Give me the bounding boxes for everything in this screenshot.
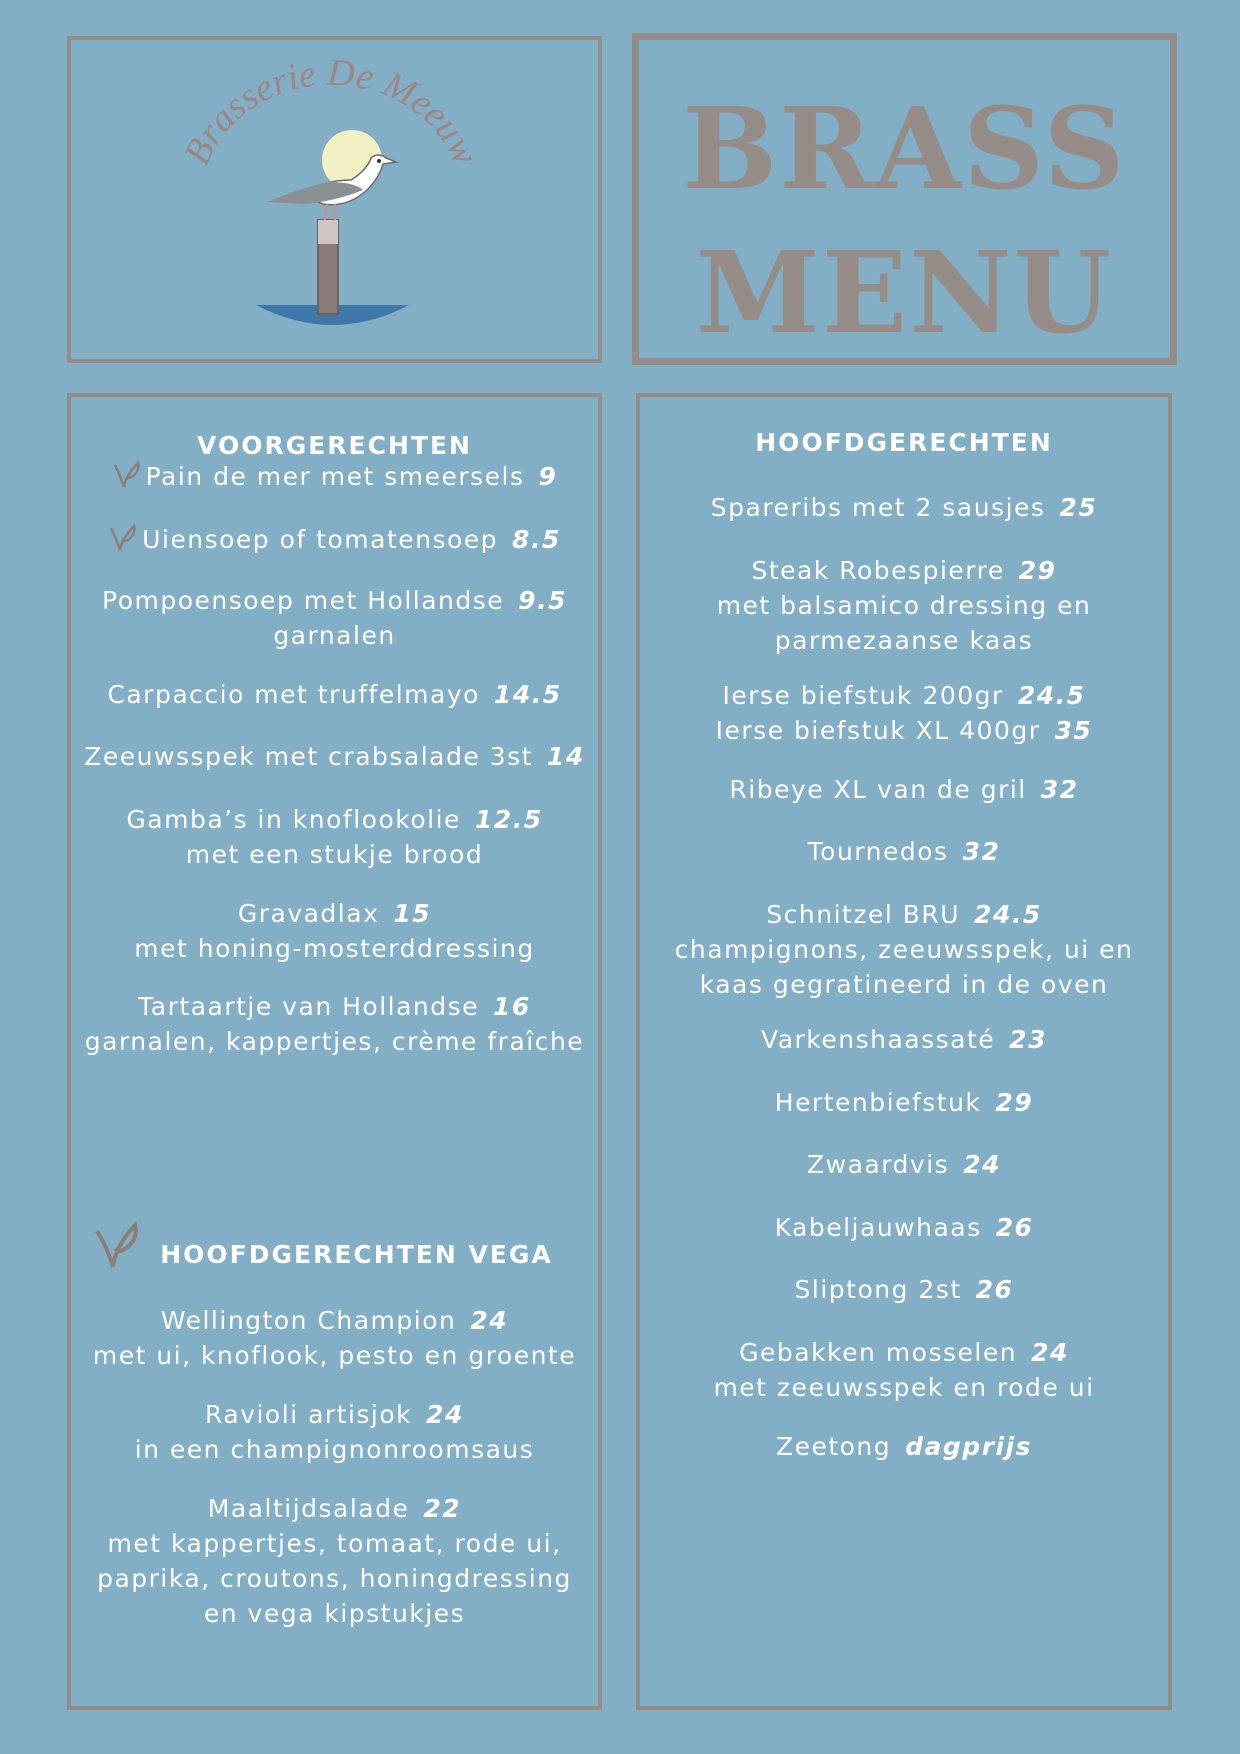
title-menu: MENU xyxy=(695,228,1114,359)
menu-item xyxy=(640,1429,1168,1464)
item-name: Gebakken mosselen xyxy=(739,1338,1018,1367)
item-price: 29 xyxy=(995,1088,1034,1117)
item-description: met balsamico dressing en xyxy=(716,591,1092,620)
item-price: 24 xyxy=(1031,1338,1069,1367)
item-name: Varkenshaassaté xyxy=(761,1025,996,1054)
menu-item xyxy=(71,583,598,653)
item-name: Gravadlax xyxy=(237,899,380,928)
item-description: kaas gegratineerd in de oven xyxy=(699,970,1109,999)
menu-item xyxy=(640,1210,1168,1245)
menu-item xyxy=(640,1085,1168,1120)
item-price: 15 xyxy=(393,899,432,928)
item-description: en vega kipstukjes xyxy=(203,1599,466,1628)
menu-item xyxy=(640,834,1168,869)
item-name: Kabeljauwhaas xyxy=(774,1213,982,1242)
item-description: garnalen, kappertjes, crème fraîche xyxy=(84,1027,585,1056)
item-price: 12.5 xyxy=(474,805,543,834)
item-name: Steak Robespierre xyxy=(751,556,1005,585)
item-name: Zeeuwsspek met crabsalade 3st xyxy=(84,742,533,771)
menu-item xyxy=(640,490,1168,525)
item-price: 26 xyxy=(995,1213,1034,1242)
menu-item xyxy=(640,678,1168,713)
item-name: Tournedos xyxy=(807,837,949,866)
item-name: Ribeye XL van de gril xyxy=(729,775,1027,804)
item-name: Maaltijdsalade xyxy=(207,1494,410,1523)
item-price: 8.5 xyxy=(512,525,561,554)
logo-brand-text: Brasserie De Meeuw xyxy=(175,51,487,172)
item-price: 24 xyxy=(426,1400,464,1429)
item-description: met honing-mosterddressing xyxy=(134,934,535,963)
item-price: 16 xyxy=(493,992,531,1021)
menu-item xyxy=(71,739,598,774)
item-name: Tartaartje van Hollandse xyxy=(138,992,480,1021)
item-price: 14 xyxy=(546,742,585,771)
menu-item xyxy=(71,989,598,1059)
menu-item xyxy=(71,457,598,494)
menu-item xyxy=(71,1303,598,1373)
item-price: 32 xyxy=(962,837,1001,866)
menu-item xyxy=(640,1022,1168,1057)
item-name: Hertenbiefstuk xyxy=(774,1088,982,1117)
item-price: 9.5 xyxy=(518,586,567,615)
starters-heading: VOORGERECHTEN xyxy=(197,431,472,460)
item-price: 32 xyxy=(1040,775,1079,804)
item-name: Sliptong 2st xyxy=(794,1275,962,1304)
title-brass: BRASS xyxy=(682,84,1127,215)
menu-item xyxy=(71,677,598,712)
item-price: 23 xyxy=(1009,1025,1047,1054)
item-description: met ui, knoflook, pesto en groente xyxy=(92,1341,577,1370)
item-description: parmezaanse kaas xyxy=(774,626,1034,655)
menu-title-panel xyxy=(632,33,1177,365)
item-description: paprika, croutons, honingdressing xyxy=(97,1564,572,1593)
item-name: Ierse biefstuk 200gr xyxy=(722,681,1004,710)
item-price: 25 xyxy=(1059,493,1098,522)
vegetarian-leaf-icon xyxy=(108,520,138,552)
item-name: Spareribs met 2 sausjes xyxy=(710,493,1046,522)
item-price: 9 xyxy=(538,462,558,491)
menu-item xyxy=(640,1147,1168,1182)
left-menu-panel xyxy=(67,393,602,1710)
menu-item xyxy=(640,897,1168,1002)
menu-item xyxy=(640,1335,1168,1405)
vega-mains-heading: HOOFDGERECHTEN VEGA xyxy=(160,1240,553,1269)
item-description: met een stukje brood xyxy=(185,840,484,869)
item-description: champignons, zeeuwsspek, ui en xyxy=(674,935,1134,964)
item-price: 22 xyxy=(423,1494,462,1523)
item-description: in een champignonroomsaus xyxy=(134,1435,535,1464)
item-price: 26 xyxy=(975,1275,1014,1304)
menu-item xyxy=(640,713,1168,748)
item-description: garnalen xyxy=(273,621,396,650)
item-description: met kappertjes, tomaat, rode ui, xyxy=(107,1529,562,1558)
brasserie-logo xyxy=(71,40,598,359)
item-name: Ravioli artisjok xyxy=(205,1400,413,1429)
menu-item xyxy=(640,1272,1168,1307)
item-name: Pain de mer met smeersels xyxy=(145,462,525,491)
item-name: Ierse biefstuk XL 400gr xyxy=(715,716,1041,745)
item-name: Zwaardvis xyxy=(807,1150,950,1179)
mains-heading: HOOFDGERECHTEN xyxy=(755,428,1053,457)
item-price: 24.5 xyxy=(1017,681,1086,710)
menu-item xyxy=(71,1397,598,1467)
item-name: Wellington Champion xyxy=(160,1306,457,1335)
menu-item xyxy=(71,1491,598,1631)
menu-item xyxy=(71,802,598,872)
menu-item xyxy=(71,896,598,966)
item-price: 24.5 xyxy=(974,900,1042,929)
item-description: met zeeuwsspek en rode ui xyxy=(713,1373,1095,1402)
item-name: Carpaccio met truffelmayo xyxy=(107,680,480,709)
menu-item xyxy=(71,520,598,557)
right-menu-panel xyxy=(636,393,1172,1710)
item-price: 35 xyxy=(1054,716,1093,745)
item-price: dagprijs xyxy=(905,1432,1033,1461)
menu-item xyxy=(640,772,1168,807)
item-name: Zeetong xyxy=(775,1432,892,1461)
item-name: Pompoensoep met Hollandse xyxy=(102,586,505,615)
item-price: 29 xyxy=(1018,556,1057,585)
item-name: Gamba’s in knoflookolie xyxy=(126,805,461,834)
item-price: 24 xyxy=(963,1150,1001,1179)
vegetarian-leaf-icon xyxy=(112,457,142,489)
logo-panel xyxy=(67,36,602,363)
item-name: Uiensoep of tomatensoep xyxy=(142,525,499,554)
item-price: 14.5 xyxy=(493,680,562,709)
item-price: 24 xyxy=(470,1306,509,1335)
menu-item xyxy=(640,553,1168,658)
item-name: Schnitzel BRU xyxy=(766,900,961,929)
